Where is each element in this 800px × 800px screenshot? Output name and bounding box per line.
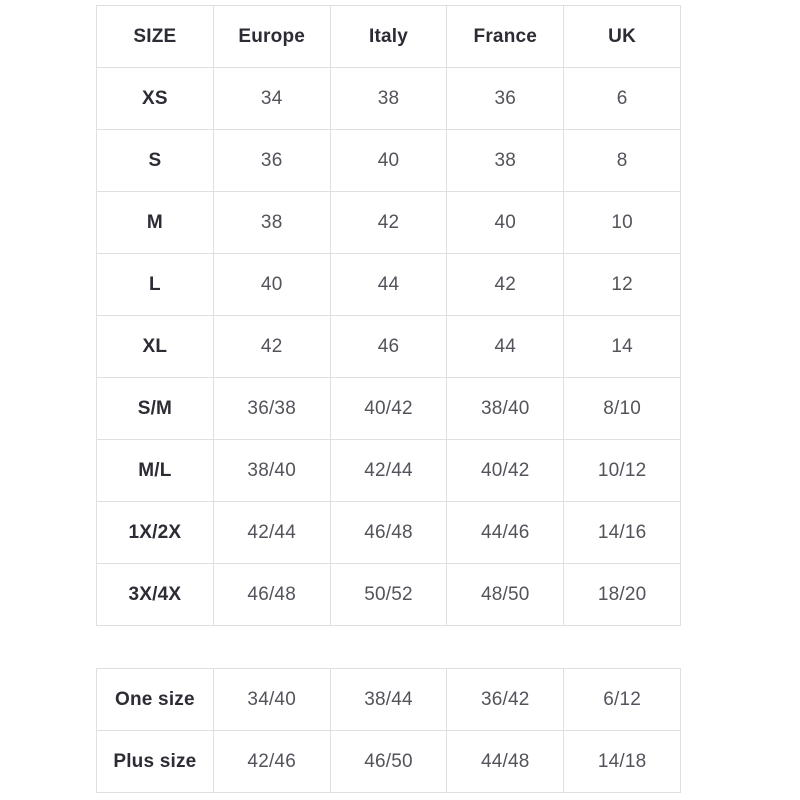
table-row bbox=[97, 731, 681, 793]
value-cell: 34 bbox=[213, 68, 330, 130]
value-cell: 14/18 bbox=[564, 731, 681, 793]
special-sizes-table-body bbox=[97, 669, 681, 793]
value-cell: 36/38 bbox=[213, 378, 330, 440]
size-label-cell: One size bbox=[97, 669, 214, 731]
table-row bbox=[97, 564, 681, 626]
size-conversion-table-body bbox=[97, 68, 681, 626]
size-label-cell: 1X/2X bbox=[97, 502, 214, 564]
table-row bbox=[97, 502, 681, 564]
size-conversion-table-header bbox=[97, 6, 681, 68]
value-cell: 40/42 bbox=[447, 440, 564, 502]
table-row bbox=[97, 68, 681, 130]
size-label-cell: 3X/4X bbox=[97, 564, 214, 626]
table-row bbox=[97, 130, 681, 192]
value-cell: 12 bbox=[564, 254, 681, 316]
value-cell: 42 bbox=[447, 254, 564, 316]
value-cell: 42/46 bbox=[213, 731, 330, 793]
header-cell-uk: UK bbox=[564, 6, 681, 68]
value-cell: 36/42 bbox=[447, 669, 564, 731]
size-label-cell: XS bbox=[97, 68, 214, 130]
table-row bbox=[97, 254, 681, 316]
value-cell: 42 bbox=[330, 192, 447, 254]
table-row bbox=[97, 378, 681, 440]
header-cell-size: SIZE bbox=[97, 6, 214, 68]
size-label-cell: M/L bbox=[97, 440, 214, 502]
value-cell: 46/48 bbox=[213, 564, 330, 626]
value-cell: 18/20 bbox=[564, 564, 681, 626]
value-cell: 40/42 bbox=[330, 378, 447, 440]
value-cell: 46 bbox=[330, 316, 447, 378]
value-cell: 50/52 bbox=[330, 564, 447, 626]
value-cell: 44 bbox=[447, 316, 564, 378]
size-label-cell: XL bbox=[97, 316, 214, 378]
size-label-cell: M bbox=[97, 192, 214, 254]
value-cell: 6 bbox=[564, 68, 681, 130]
value-cell: 40 bbox=[213, 254, 330, 316]
value-cell: 40 bbox=[330, 130, 447, 192]
value-cell: 8/10 bbox=[564, 378, 681, 440]
value-cell: 36 bbox=[447, 68, 564, 130]
value-cell: 38 bbox=[213, 192, 330, 254]
value-cell: 38 bbox=[447, 130, 564, 192]
value-cell: 44/48 bbox=[447, 731, 564, 793]
table-row bbox=[97, 440, 681, 502]
header-cell-france: France bbox=[447, 6, 564, 68]
size-label-cell: S/M bbox=[97, 378, 214, 440]
header-cell-europe: Europe bbox=[213, 6, 330, 68]
value-cell: 48/50 bbox=[447, 564, 564, 626]
table-row bbox=[97, 669, 681, 731]
value-cell: 42 bbox=[213, 316, 330, 378]
value-cell: 42/44 bbox=[213, 502, 330, 564]
value-cell: 38/40 bbox=[213, 440, 330, 502]
value-cell: 6/12 bbox=[564, 669, 681, 731]
value-cell: 38 bbox=[330, 68, 447, 130]
value-cell: 8 bbox=[564, 130, 681, 192]
size-label-cell: L bbox=[97, 254, 214, 316]
value-cell: 10/12 bbox=[564, 440, 681, 502]
value-cell: 34/40 bbox=[213, 669, 330, 731]
size-label-cell: Plus size bbox=[97, 731, 214, 793]
value-cell: 36 bbox=[213, 130, 330, 192]
size-conversion-table bbox=[96, 5, 681, 626]
value-cell: 14/16 bbox=[564, 502, 681, 564]
size-label-cell: S bbox=[97, 130, 214, 192]
value-cell: 10 bbox=[564, 192, 681, 254]
value-cell: 46/50 bbox=[330, 731, 447, 793]
header-row bbox=[97, 6, 681, 68]
value-cell: 46/48 bbox=[330, 502, 447, 564]
value-cell: 14 bbox=[564, 316, 681, 378]
value-cell: 40 bbox=[447, 192, 564, 254]
table-row bbox=[97, 192, 681, 254]
value-cell: 44/46 bbox=[447, 502, 564, 564]
value-cell: 38/44 bbox=[330, 669, 447, 731]
special-sizes-table bbox=[96, 668, 681, 793]
value-cell: 44 bbox=[330, 254, 447, 316]
table-row bbox=[97, 316, 681, 378]
header-cell-italy: Italy bbox=[330, 6, 447, 68]
value-cell: 38/40 bbox=[447, 378, 564, 440]
value-cell: 42/44 bbox=[330, 440, 447, 502]
